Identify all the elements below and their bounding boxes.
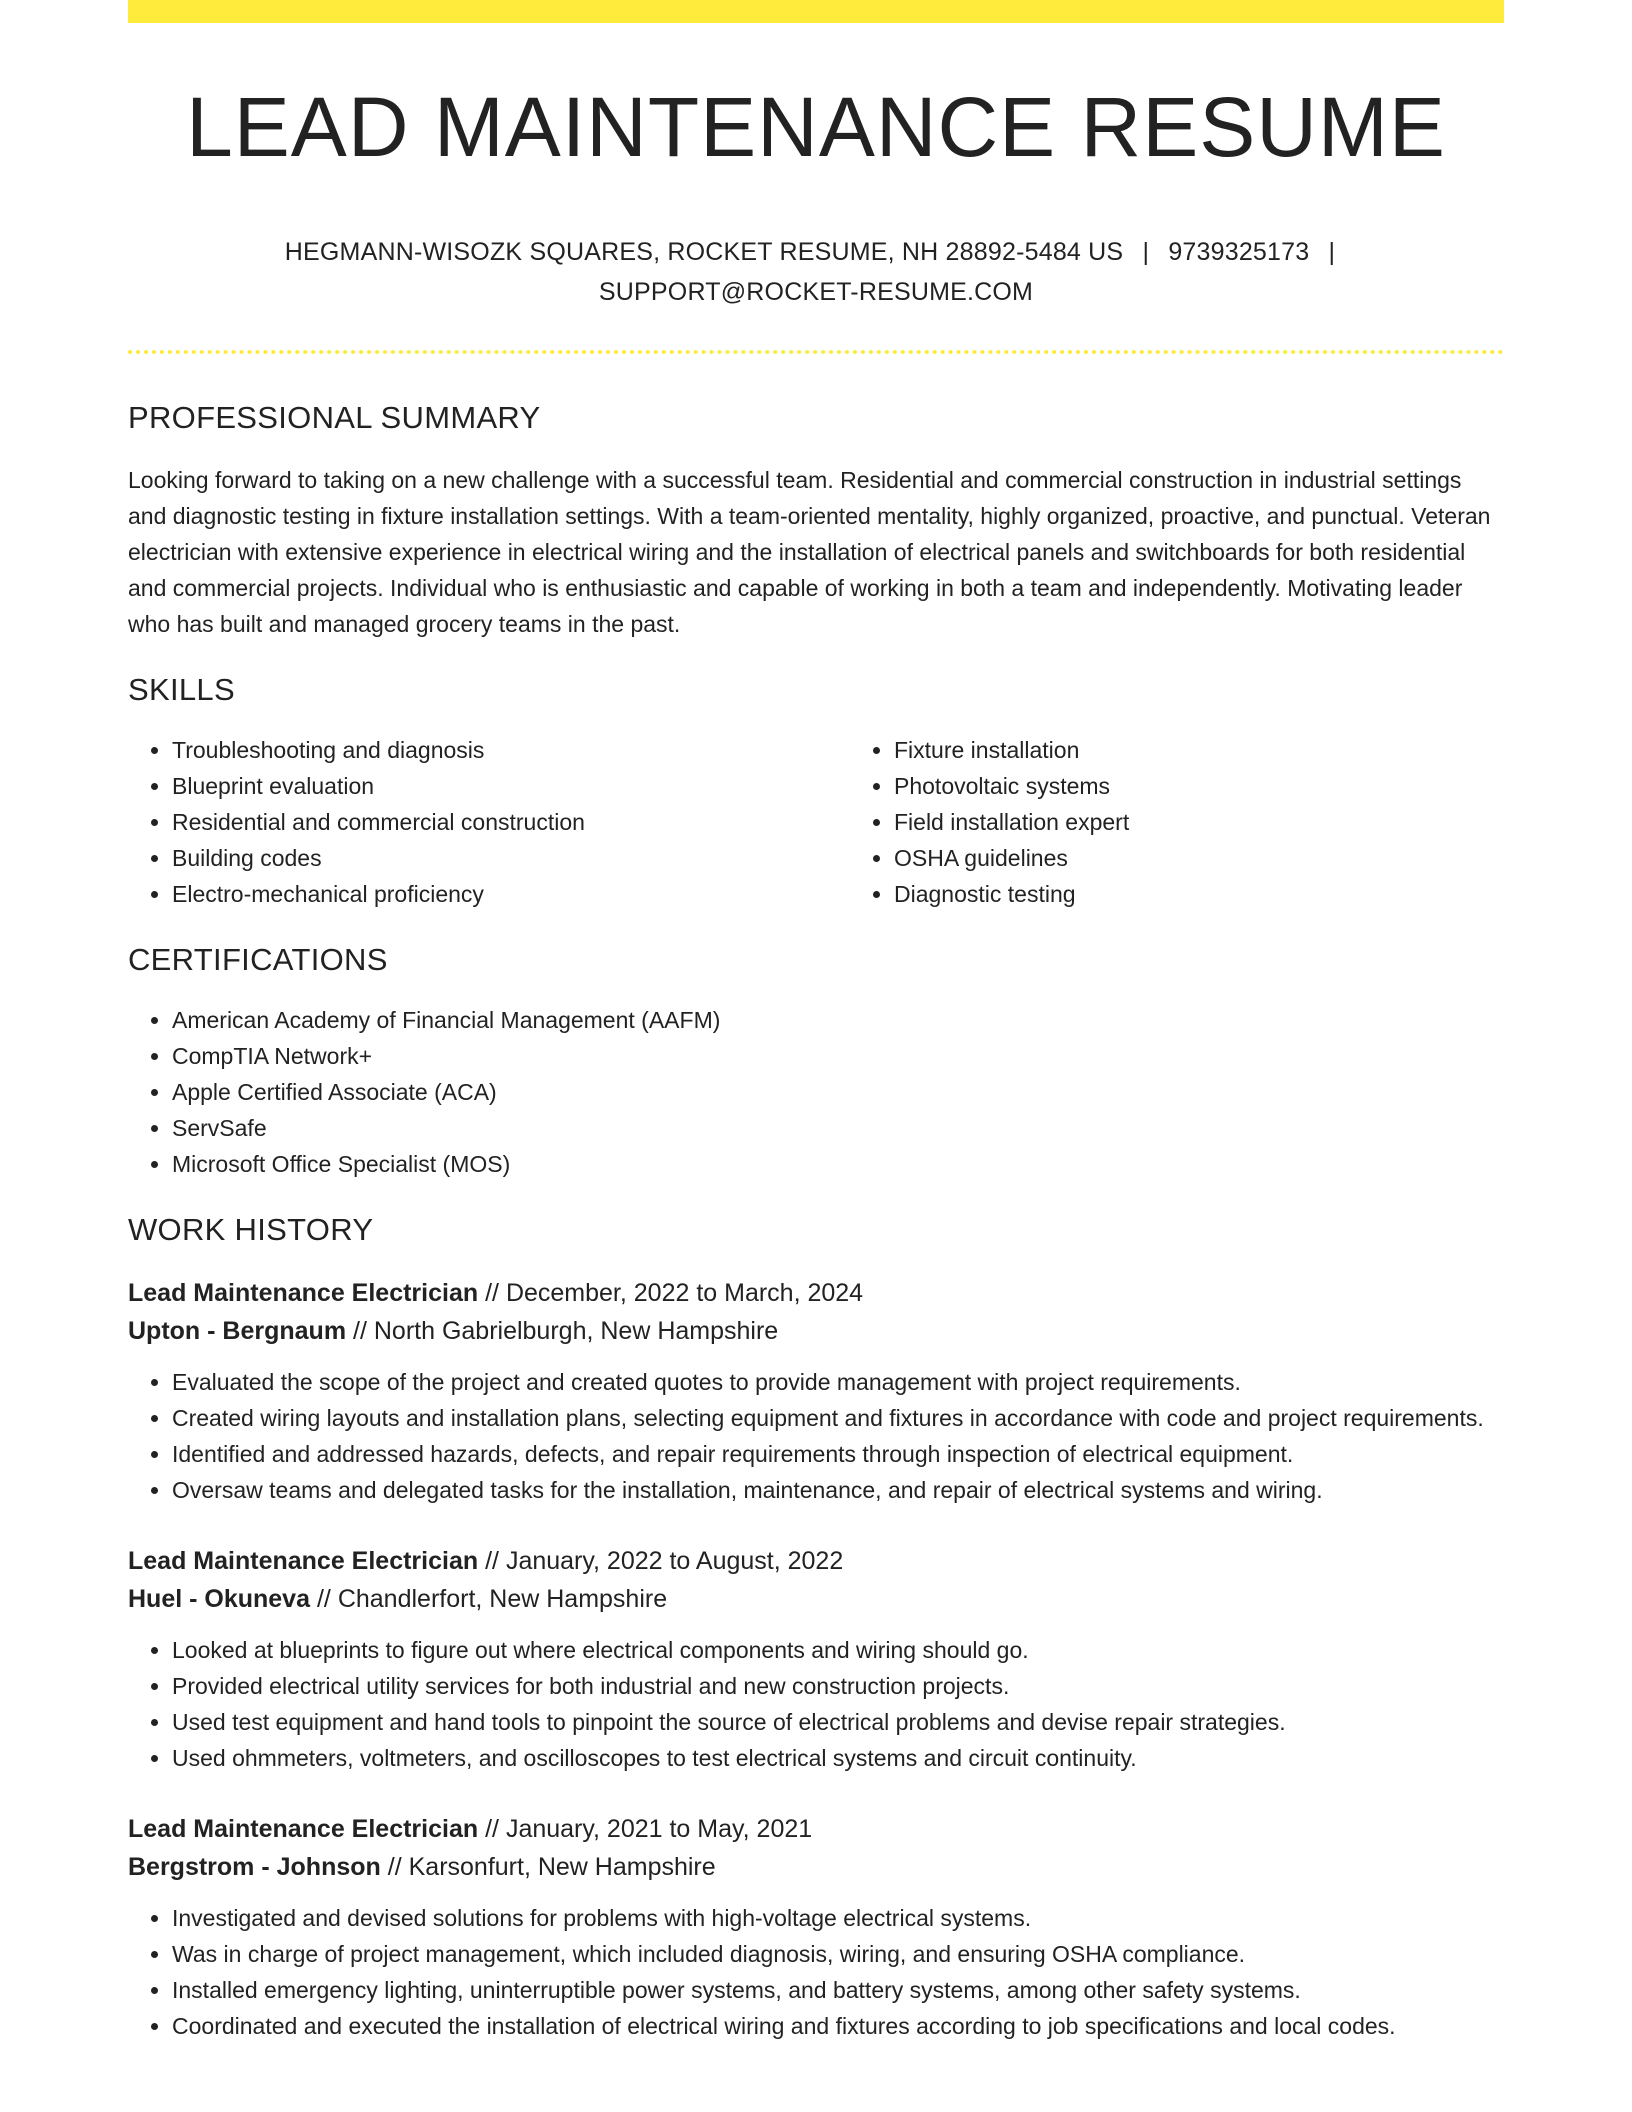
job-bullet: • Used test equipment and hand tools to pinpoint the source of electrical problems and devise repair strategies. — [172, 1704, 1504, 1740]
job-title-line — [128, 1810, 1504, 1848]
job-company-line — [128, 1848, 1504, 1886]
skill-item: • Blueprint evaluation — [172, 768, 850, 804]
dotted-divider — [128, 350, 1504, 354]
job-company: Huel - Okuneva — [128, 1585, 310, 1613]
contact-separator: | — [1142, 238, 1150, 266]
job-entry — [128, 1542, 1504, 1776]
job-bullet: • Installed emergency lighting, uninterruptible power systems, and battery systems, among other safety systems. — [172, 1972, 1504, 2008]
job-bullets — [128, 1632, 1504, 1776]
job-company: Bergstrom - Johnson — [128, 1853, 381, 1881]
work-history-list — [128, 1274, 1504, 2044]
summary-heading: PROFESSIONAL SUMMARY — [128, 400, 541, 435]
skills-heading: SKILLS — [128, 672, 235, 707]
job-bullets — [128, 1364, 1504, 1508]
job-dates: January, 2022 to August, 2022 — [505, 1547, 844, 1575]
job-dates: January, 2021 to May, 2021 — [505, 1815, 813, 1843]
job-bullets — [128, 1900, 1504, 2044]
certification-item: • Apple Certified Associate (ACA) — [172, 1074, 1504, 1110]
job-company-line — [128, 1312, 1504, 1350]
skills-list-right — [850, 732, 1572, 912]
certification-item: • Microsoft Office Specialist (MOS) — [172, 1146, 1504, 1182]
certifications-list — [128, 1002, 1504, 1182]
skills-list-left — [128, 732, 850, 912]
skill-item: • Residential and commercial construction — [172, 804, 850, 840]
job-title: Lead Maintenance Electrician — [128, 1547, 479, 1575]
skill-item: • Electro-mechanical proficiency — [172, 876, 850, 912]
skill-item: • Fixture installation — [894, 732, 1572, 768]
job-bullet: • Used ohmmeters, voltmeters, and oscilloscopes to test electrical systems and circuit continuity. — [172, 1740, 1504, 1776]
job-title: Lead Maintenance Electrician — [128, 1815, 479, 1843]
job-bullet: • Provided electrical utility services for both industrial and new construction projects. — [172, 1668, 1504, 1704]
job-title-line — [128, 1542, 1504, 1580]
job-company: Upton - Bergnaum — [128, 1317, 347, 1345]
skill-item: • Diagnostic testing — [894, 876, 1572, 912]
job-bullet: • Oversaw teams and delegated tasks for the installation, maintenance, and repair of electrical systems and wiring. — [172, 1472, 1504, 1508]
job-location: Chandlerfort, New Hampshire — [337, 1585, 668, 1613]
job-bullet: • Looked at blueprints to figure out where electrical components and wiring should go. — [172, 1632, 1504, 1668]
contact-email: SUPPORT@ROCKET-RESUME.COM — [598, 278, 1034, 306]
top-accent-bar — [128, 0, 1504, 23]
skill-item: • Field installation expert — [894, 804, 1572, 840]
job-separator: // — [353, 1317, 367, 1345]
job-location: North Gabrielburgh, New Hampshire — [373, 1317, 779, 1345]
job-separator: // — [485, 1815, 499, 1843]
certification-item: • CompTIA Network+ — [172, 1038, 1504, 1074]
skill-item: • Building codes — [172, 840, 850, 876]
contact-info — [128, 232, 1504, 312]
contact-phone: 9739325173 — [1168, 238, 1310, 266]
job-separator: // — [387, 1853, 402, 1881]
job-title: Lead Maintenance Electrician — [128, 1279, 479, 1307]
skills-columns — [128, 732, 1504, 912]
skill-item: • Troubleshooting and diagnosis — [172, 732, 850, 768]
job-bullet: • Was in charge of project management, which included diagnosis, wiring, and ensuring OSHA compliance. — [172, 1936, 1504, 1972]
job-dates: December, 2022 to March, 2024 — [505, 1279, 864, 1307]
job-bullet: • Evaluated the scope of the project and created quotes to provide management with project requirements. — [172, 1364, 1504, 1400]
contact-separator: | — [1328, 238, 1336, 266]
job-bullet: • Created wiring layouts and installation plans, selecting equipment and fixtures in accordance with code and project requirements. — [172, 1400, 1504, 1436]
job-separator: // — [485, 1279, 499, 1307]
contact-address: HEGMANN-WISOZK SQUARES, ROCKET RESUME, NH 28892-5484 US — [284, 238, 1124, 266]
certifications-heading: CERTIFICATIONS — [128, 942, 388, 977]
job-entry — [128, 1274, 1504, 1508]
resume-page — [128, 0, 1504, 2044]
job-location: Karsonfurt, New Hampshire — [408, 1853, 716, 1881]
job-company-line — [128, 1580, 1504, 1618]
job-separator: // — [316, 1585, 331, 1613]
skill-item: • Photovoltaic systems — [894, 768, 1572, 804]
work-history-heading: WORK HISTORY — [128, 1212, 374, 1247]
resume-title: LEAD MAINTENANCE RESUME — [186, 80, 1446, 174]
job-separator: // — [485, 1547, 499, 1575]
job-title-line — [128, 1274, 1504, 1312]
job-entry — [128, 1810, 1504, 2044]
job-bullet: • Investigated and devised solutions for problems with high-voltage electrical systems. — [172, 1900, 1504, 1936]
summary-text: Looking forward to taking on a new challenge with a successful team. Residential and commercial construction in industrial settings and diagnostic testing in fixture installation settings. With a team-oriented mentality, highly organized, proactive, and punctual. Veteran electrician with extensive experience in electrical wiring and the installation of electrical panels and switchboards for both residential and commercial projects. Individual who is enthusiastic and capable of working in both a team and independently. Motivating leader who has built and managed grocery teams in the past. — [128, 467, 1491, 637]
job-bullet: • Identified and addressed hazards, defects, and repair requirements through inspection of electrical equipment. — [172, 1436, 1504, 1472]
job-bullet: • Coordinated and executed the installation of electrical wiring and fixtures according to job specifications and local codes. — [172, 2008, 1504, 2044]
skill-item: • OSHA guidelines — [894, 840, 1572, 876]
certification-item: • American Academy of Financial Management (AAFM) — [172, 1002, 1504, 1038]
certification-item: • ServSafe — [172, 1110, 1504, 1146]
